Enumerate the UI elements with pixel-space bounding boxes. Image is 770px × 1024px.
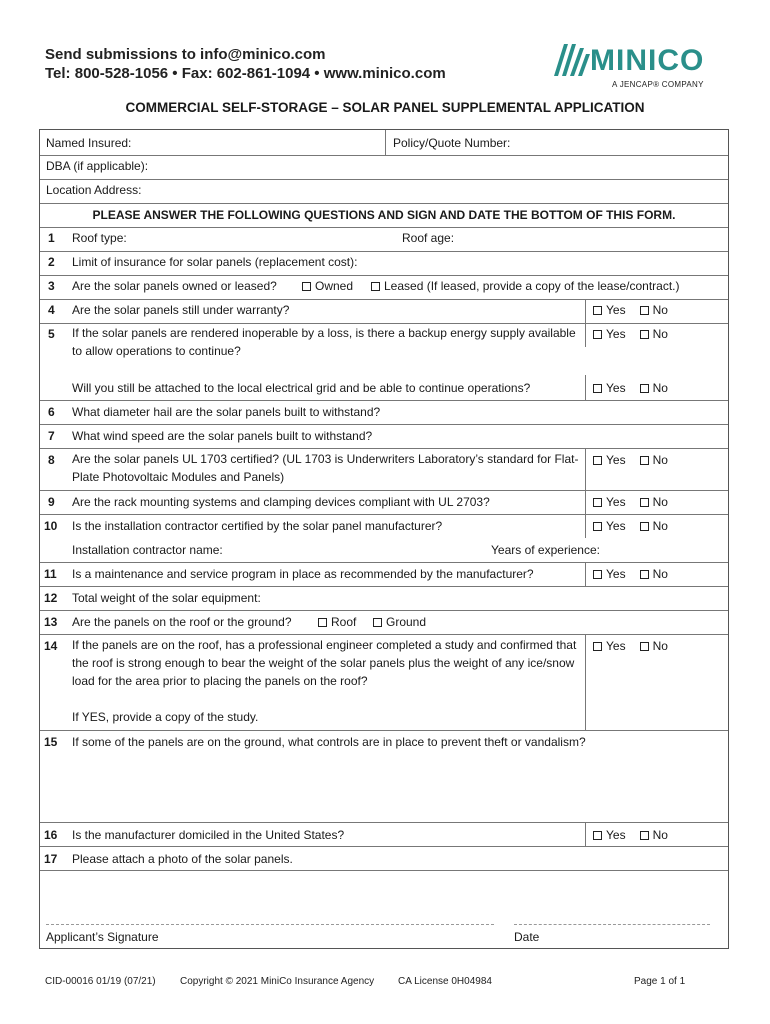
application-form bbox=[39, 129, 729, 949]
q11-yes-no[interactable]: Yes No bbox=[593, 567, 668, 581]
named-insured-label: Named Insured: bbox=[46, 136, 132, 150]
q17-number: 17 bbox=[44, 852, 58, 866]
q17-text: Please attach a photo of the solar panels. bbox=[72, 852, 293, 866]
checkbox-icon bbox=[593, 831, 602, 840]
checkbox-icon bbox=[593, 498, 602, 507]
checkbox-icon bbox=[640, 456, 649, 465]
q14-study-note: If YES, provide a copy of the study. bbox=[72, 710, 259, 724]
q16-text: Is the manufacturer domiciled in the United States? bbox=[72, 828, 345, 842]
q3-owned-option[interactable]: Owned bbox=[302, 279, 353, 293]
checkbox-icon bbox=[640, 330, 649, 339]
checkbox-icon bbox=[593, 642, 602, 651]
q7-text: What wind speed are the solar panels built to withstand? bbox=[72, 429, 373, 443]
checkbox-icon bbox=[318, 618, 327, 627]
date-label: Date bbox=[514, 930, 540, 944]
q12-number: 12 bbox=[44, 591, 58, 605]
contact-line: Tel: 800-528-1056 • Fax: 602-861-1094 • www.minico.com bbox=[45, 65, 446, 82]
minico-logo bbox=[550, 42, 725, 94]
checkbox-icon bbox=[593, 522, 602, 531]
q15-text: If some of the panels are on the ground, what controls are in place to prevent theft or vandalism? bbox=[72, 735, 586, 749]
q2-number: 2 bbox=[48, 255, 55, 269]
checkbox-icon bbox=[371, 282, 380, 291]
q5-yes-no[interactable]: Yes No bbox=[593, 327, 668, 341]
q14-number: 14 bbox=[44, 639, 58, 653]
q10-contractor-name: Installation contractor name: bbox=[72, 543, 223, 557]
page-number: Page 1 of 1 bbox=[634, 976, 686, 987]
q9-text: Are the rack mounting systems and clamping devices compliant with UL 2703? bbox=[72, 495, 490, 509]
checkbox-icon bbox=[593, 306, 602, 315]
applicant-signature-label: Applicant’s Signature bbox=[46, 930, 159, 944]
checkbox-icon bbox=[640, 831, 649, 840]
q1-text: Roof type: bbox=[72, 231, 127, 245]
q13-ground-option[interactable]: Ground bbox=[373, 615, 426, 629]
q8-text: Are the solar panels UL 1703 certified? (UL 1703 is Underwriters Laboratory’s standard for Flat-Plate Photovoltaic Modules and Panels) bbox=[72, 452, 579, 484]
date-line[interactable] bbox=[514, 924, 710, 925]
q12-text: Total weight of the solar equipment: bbox=[72, 591, 261, 605]
q1-number: 1 bbox=[48, 231, 55, 245]
checkbox-icon bbox=[640, 498, 649, 507]
checkbox-icon bbox=[302, 282, 311, 291]
signature-line[interactable] bbox=[46, 924, 494, 925]
checkbox-icon bbox=[640, 522, 649, 531]
q4-text: Are the solar panels still under warranty? bbox=[72, 303, 290, 317]
q7-number: 7 bbox=[48, 429, 55, 443]
q8-number: 8 bbox=[48, 453, 55, 467]
location-address-label: Location Address: bbox=[46, 183, 142, 197]
checkbox-icon bbox=[640, 384, 649, 393]
q6-number: 6 bbox=[48, 405, 55, 419]
q5-grid-yes-no[interactable]: Yes No bbox=[593, 381, 668, 395]
q13-text: Are the panels on the roof or the ground? bbox=[72, 615, 292, 629]
q10-years-experience: Years of experience: bbox=[491, 543, 600, 557]
q14-text: If the panels are on the roof, has a professional engineer completed a study and confirmed that the roof is strong enough to bear the weight of the solar panels plus the weight of any ice/snow load for the area prior to placing the panels on the roof? bbox=[72, 638, 577, 688]
logo-tagline: A JENCAP® COMPANY bbox=[612, 80, 704, 89]
document-title: COMMERCIAL SELF-STORAGE – SOLAR PANEL SUPPLEMENTAL APPLICATION bbox=[125, 100, 645, 115]
submission-email-line: Send submissions to info@minico.com bbox=[45, 46, 326, 63]
checkbox-icon bbox=[373, 618, 382, 627]
q3-text: Are the solar panels owned or leased? bbox=[72, 279, 277, 293]
q14-yes-no[interactable]: Yes No bbox=[593, 639, 668, 653]
checkbox-icon bbox=[640, 306, 649, 315]
checkbox-icon bbox=[640, 570, 649, 579]
q1-roof-age: Roof age: bbox=[402, 231, 455, 245]
instructions-banner: PLEASE ANSWER THE FOLLOWING QUESTIONS AND SIGN AND DATE THE BOTTOM OF THIS FORM. bbox=[92, 208, 676, 222]
q16-number: 16 bbox=[44, 828, 58, 842]
logo-wordmark: MINICO bbox=[590, 44, 705, 77]
q11-text: Is a maintenance and service program in place as recommended by the manufacturer? bbox=[72, 567, 534, 581]
q15-number: 15 bbox=[44, 735, 58, 749]
license-number: CA License 0H04984 bbox=[398, 976, 492, 987]
q3-leased-option[interactable]: Leased (If leased, provide a copy of the lease/contract.) bbox=[371, 279, 680, 293]
q9-number: 9 bbox=[48, 495, 55, 509]
q11-number: 11 bbox=[44, 567, 57, 581]
checkbox-icon bbox=[593, 570, 602, 579]
q6-text: What diameter hail are the solar panels built to withstand? bbox=[72, 405, 381, 419]
policy-number-label: Policy/Quote Number: bbox=[393, 136, 511, 150]
form-id: CID-00016 01/19 (07/21) bbox=[45, 976, 156, 987]
q8-yes-no[interactable]: Yes No bbox=[593, 453, 668, 467]
dba-label: DBA (if applicable): bbox=[46, 159, 149, 173]
q5-grid-question: Will you still be attached to the local electrical grid and be able to continue operations? bbox=[72, 381, 531, 395]
q16-yes-no[interactable]: Yes No bbox=[593, 828, 668, 842]
q9-yes-no[interactable]: Yes No bbox=[593, 495, 668, 509]
q13-number: 13 bbox=[44, 615, 58, 629]
q4-yes-no[interactable]: Yes No bbox=[593, 303, 668, 317]
copyright: Copyright © 2021 MiniCo Insurance Agency bbox=[180, 976, 375, 987]
checkbox-icon bbox=[593, 384, 602, 393]
q10-text: Is the installation contractor certified by the solar panel manufacturer? bbox=[72, 519, 443, 533]
minico-logo-icon bbox=[550, 42, 592, 78]
q10-number: 10 bbox=[44, 519, 58, 533]
q5-number: 5 bbox=[48, 327, 55, 341]
checkbox-icon bbox=[640, 642, 649, 651]
q10-yes-no[interactable]: Yes No bbox=[593, 519, 668, 533]
q3-number: 3 bbox=[48, 279, 55, 293]
q5-text: If the solar panels are rendered inoperable by a loss, is there a backup energy supply available to allow operations to continue? bbox=[72, 326, 576, 358]
checkbox-icon bbox=[593, 456, 602, 465]
checkbox-icon bbox=[593, 330, 602, 339]
q4-number: 4 bbox=[48, 303, 55, 317]
q13-roof-option[interactable]: Roof bbox=[318, 615, 356, 629]
q2-text: Limit of insurance for solar panels (replacement cost): bbox=[72, 255, 358, 269]
